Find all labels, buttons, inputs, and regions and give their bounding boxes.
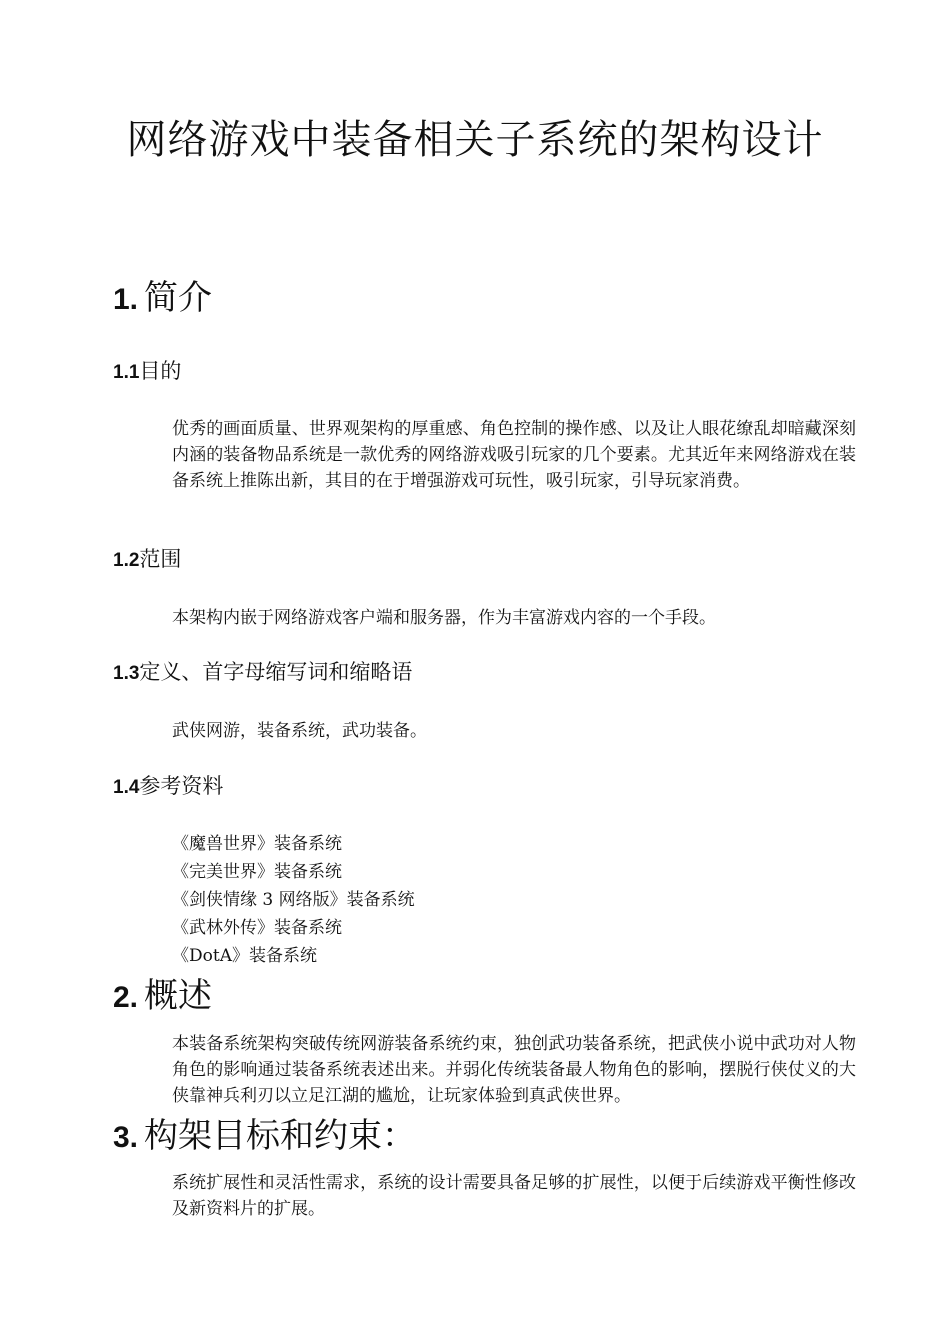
subsection-number: 1.2 (113, 550, 140, 571)
section-number: 2. (113, 981, 139, 1014)
subsection-heading-1-1 (113, 355, 181, 385)
subsection-title: 范围 (139, 547, 182, 571)
section-number: 1. (113, 283, 139, 316)
reference-list (172, 830, 415, 970)
subsection-heading-1-4 (113, 770, 223, 800)
paragraph-purpose: 优秀的画面质量、世界观架构的厚重感、角色控制的操作感、以及让人眼花缭乱却暗藏深刻内涵的装备物品系统是一款优秀的网络游戏吸引玩家的几个要素。尤其近年来网络游戏在装备系统上推陈出新，其目的在于增强游戏可玩性，吸引玩家，引导玩家消费。 (172, 419, 856, 491)
paragraph-scope: 本架构内嵌于网络游戏客户端和服务器，作为丰富游戏内容的一个手段。 (172, 608, 716, 628)
reference-item: 《剑侠情缘 3 网络版》装备系统 (172, 890, 415, 910)
document-title: 网络游戏中装备相关子系统的架构设计 (126, 117, 824, 163)
section-heading-2 (113, 968, 212, 1017)
reference-item: 《魔兽世界》装备系统 (172, 834, 342, 854)
subsection-number: 1.1 (113, 362, 140, 383)
paragraph-overview: 本装备系统架构突破传统网游装备系统约束，独创武功装备系统，把武侠小说中武功对人物角色的影响通过装备系统表述出来。并弱化传统装备最人物角色的影响，摆脱行侠仗义的大侠靠神兵利刃以立足江湖的尴尬，让玩家体验到真武侠世界。 (172, 1034, 856, 1106)
section-title: 概述 (144, 976, 213, 1016)
reference-item: 《DotA》装备系统 (172, 946, 317, 966)
reference-item: 《武林外传》装备系统 (172, 918, 342, 938)
subsection-title: 参考资料 (139, 774, 224, 798)
section-heading-1 (113, 270, 212, 319)
subsection-heading-1-3 (113, 656, 412, 686)
reference-item: 《完美世界》装备系统 (172, 862, 342, 882)
section-title: 构架目标和约束： (144, 1116, 417, 1156)
section-title: 简介 (144, 278, 213, 318)
section-heading-3 (113, 1108, 416, 1157)
paragraph-definitions: 武侠网游，装备系统，武功装备。 (172, 721, 427, 741)
subsection-title: 定义、首字母缩写词和缩略语 (139, 660, 413, 684)
subsection-heading-1-2 (113, 543, 181, 573)
subsection-number: 1.4 (113, 777, 140, 798)
subsection-title: 目的 (139, 359, 182, 383)
paragraph-goals: 系统扩展性和灵活性需求，系统的设计需要具备足够的扩展性，以便于后续游戏平衡性修改及新资料片的扩展。 (172, 1173, 856, 1219)
subsection-number: 1.3 (113, 663, 140, 684)
section-number: 3. (113, 1121, 139, 1154)
